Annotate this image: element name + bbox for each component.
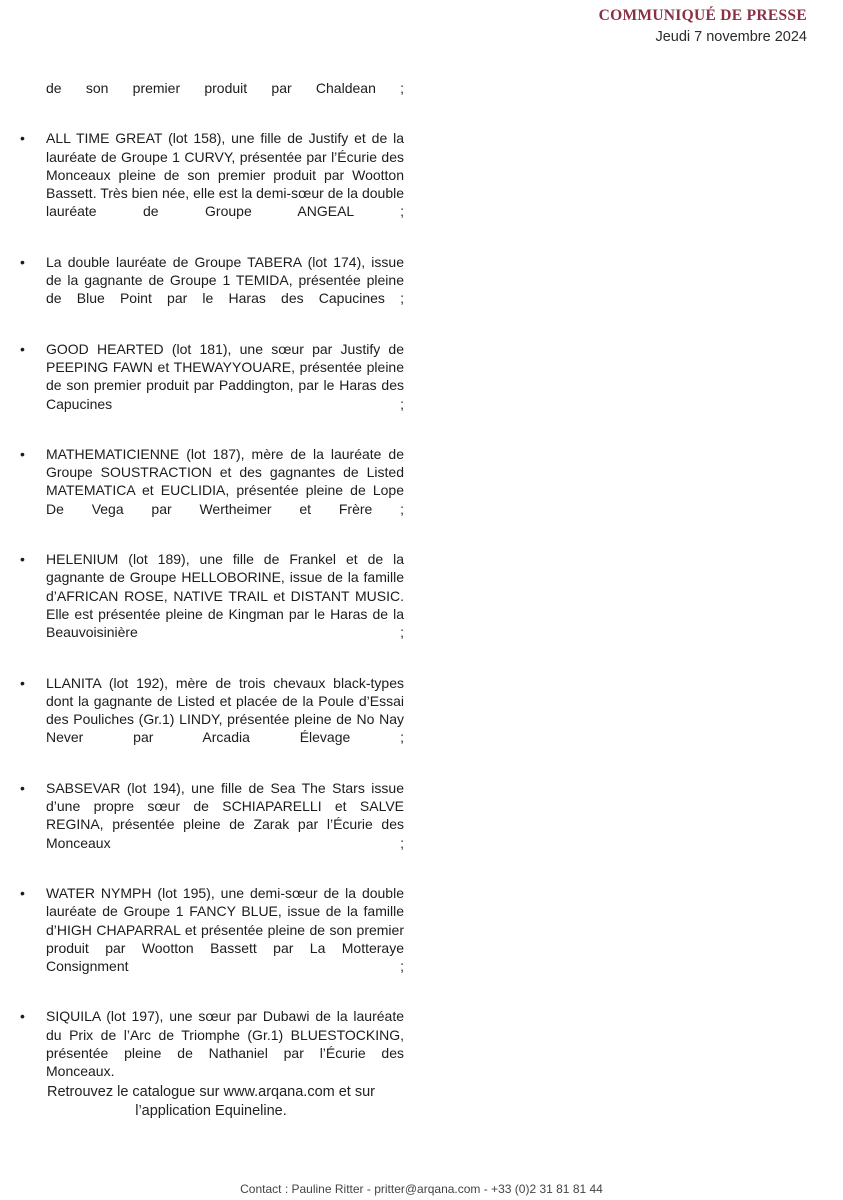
list-item-text: MATHEMATICIENNE (lot 187), mère de la lauréate de Groupe SOUSTRACTION et des gagnantes de Listed MATEMATICA et EUCLIDIA, présentée pleine de Lope De Vega par Wertheimer et Frère ;: [46, 445, 404, 517]
bullet-icon: •: [20, 674, 25, 691]
list-item: [20, 445, 404, 518]
catalogue-line-1: Retrouvez le catalogue sur www.arqana.com et sur: [46, 1084, 376, 1100]
list-item: [20, 674, 404, 747]
bullet-icon: •: [20, 253, 25, 270]
list-item: [20, 340, 404, 413]
list-item-text: SIQUILA (lot 197), une sœur par Dubawi de la lauréate du Prix de l’Arc de Triomphe (Gr.1) BLUESTOCKING, présentée pleine de Nathaniel par l’Écurie des Monceaux.: [46, 1008, 404, 1080]
list-item: [20, 129, 404, 220]
list-item: [20, 253, 404, 308]
bullet-icon: •: [20, 130, 25, 147]
list-item-text: ALL TIME GREAT (lot 158), une fille de Justify et de la lauréate de Groupe 1 CURVY, présentée par l’Écurie des Monceaux pleine de son premier produit par Wootton Bassett. Très bien née, elle est la demi-sœur de la double lauréate de Groupe ANGEAL ;: [46, 130, 404, 220]
list-item-text: SABSEVAR (lot 194), une fille de Sea The Stars issue d’une propre sœur de SCHIAPARELLI et SALVE REGINA, présentée pleine de Zarak par l’Écurie des Monceaux ;: [46, 779, 404, 851]
list-item-text: La double lauréate de Groupe TABERA (lot 174), issue de la gagnante de Groupe 1 TEMIDA, présentée pleine de Blue Point par le Haras des Capucines ;: [46, 253, 404, 307]
bullet-icon: •: [20, 340, 25, 357]
bullet-icon: •: [20, 551, 25, 568]
list-item-text: GOOD HEARTED (lot 181), une sœur par Justify de PEEPING FAWN et THEWAYYOUARE, présentée pleine de son premier produit par Paddington, par le Haras des Capucines ;: [46, 340, 404, 412]
contact-line: Contact : Pauline Ritter - pritter@arqana.com - +33 (0)2 31 81 81 44: [240, 1182, 603, 1196]
intro-line: de son premier produit par Chaldean ;: [46, 80, 404, 96]
catalogue-line-2: l’application Equineline.: [135, 1103, 287, 1119]
list-item: [20, 1007, 404, 1080]
bullet-icon: •: [20, 445, 25, 462]
bullet-icon: •: [20, 1008, 25, 1025]
list-item-text: HELENIUM (lot 189), une fille de Frankel et de la gagnante de Groupe HELLOBORINE, issue de la famille d’AFRICAN ROSE, NATIVE TRAIL et DISTANT MUSIC. Elle est présentée pleine de Kingman par le Haras de la Beauvoisinière ;: [46, 551, 404, 641]
list-item-text: WATER NYMPH (lot 195), une demi-sœur de la double lauréate de Groupe 1 FANCY BLUE, issue de la famille d’HIGH CHAPARRAL et présentée pleine de son premier produit par Wootton Bassett par La Motteraye Consignment ;: [46, 884, 404, 975]
bullet-icon: •: [20, 779, 25, 796]
bullet-icon: •: [20, 884, 25, 901]
press-release-title: COMMUNIQUÉ DE PRESSE: [598, 7, 807, 24]
press-release-body: [20, 79, 404, 1081]
page-header: [599, 6, 807, 47]
list-item: [20, 550, 404, 641]
list-item-text: LLANITA (lot 192), mère de trois chevaux black-types dont la gagnante de Listed et placée de la Poule d’Essai des Pouliches (Gr.1) LINDY, présentée pleine de No Nay Never par Arcadia Élevage ;: [46, 674, 404, 746]
catalogue-note: [0, 1083, 422, 1121]
list-item: [20, 884, 404, 975]
press-release-date: Jeudi 7 novembre 2024: [655, 29, 807, 45]
list-item: [20, 779, 404, 852]
